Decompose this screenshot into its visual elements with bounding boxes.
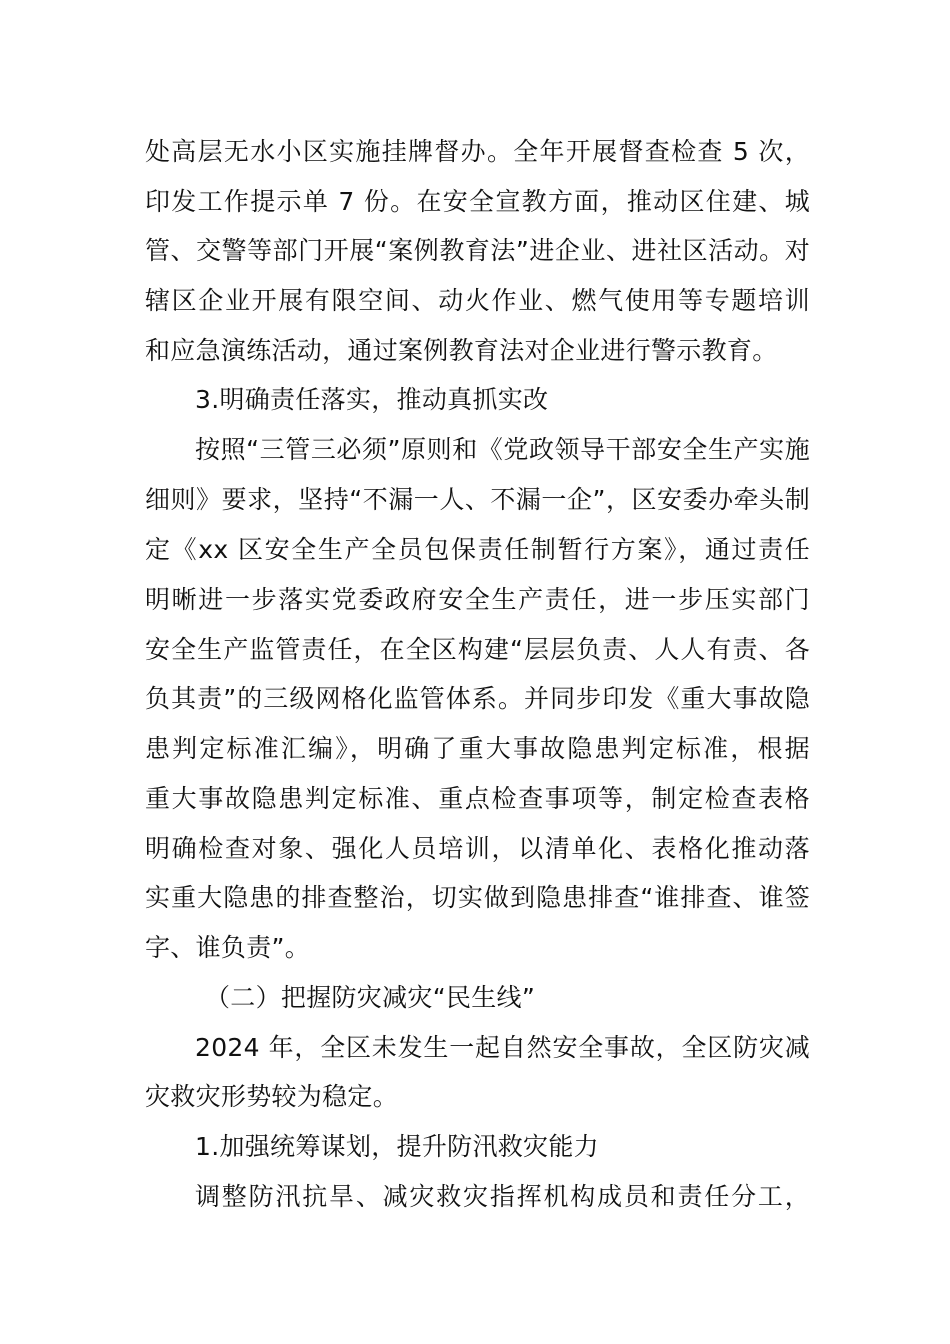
paragraph-line: 印发工作提示单 7 份。在安全宣教方面，推动区住建、城 xyxy=(145,187,810,216)
paragraph-line: 明晰进一步落实党委政府安全生产责任，进一步压实部门 xyxy=(145,585,810,614)
section-heading: 3.明确责任落实，推动真抓实改 xyxy=(195,385,549,414)
paragraph-line: 明确检查对象、强化人员培训，以清单化、表格化推动落 xyxy=(145,834,810,863)
paragraph-line: 灾救灾形势较为稳定。 xyxy=(145,1082,399,1111)
paragraph-line: 2024 年，全区未发生一起自然安全事故，全区防灾减 xyxy=(195,1033,810,1062)
paragraph-line: 辖区企业开展有限空间、动火作业、燃气使用等专题培训 xyxy=(145,286,810,315)
paragraph-line: 负其责”的三级网格化监管体系。并同步印发《重大事故隐 xyxy=(145,684,810,713)
paragraph-line: 重大事故隐患判定标准、重点检查事项等，制定检查表格 xyxy=(145,784,810,813)
paragraph-line: 患判定标准汇编》，明确了重大事故隐患判定标准，根据 xyxy=(145,734,810,763)
section-heading: 1.加强统筹谋划，提升防汛救灾能力 xyxy=(195,1132,599,1161)
section-heading: （二）把握防灾减灾“民生线” xyxy=(205,983,536,1012)
paragraph-line: 安全生产监管责任，在全区构建“层层负责、人人有责、各 xyxy=(145,635,810,664)
paragraph-line: 字、谁负责”。 xyxy=(145,933,311,962)
paragraph-line: 调整防汛抗旱、减灾救灾指挥机构成员和责任分工， xyxy=(195,1182,810,1211)
paragraph-line: 实重大隐患的排查整治，切实做到隐患排查“谁排查、谁签 xyxy=(145,883,810,912)
paragraph-line: 和应急演练活动，通过案例教育法对企业进行警示教育。 xyxy=(145,336,778,365)
paragraph-line: 处高层无水小区实施挂牌督办。全年开展督查检查 5 次， xyxy=(145,137,810,166)
paragraph-line: 细则》要求，坚持“不漏一人、不漏一企”，区安委办牵头制 xyxy=(145,485,810,514)
paragraph-line: 按照“三管三必须”原则和《党政领导干部安全生产实施 xyxy=(195,435,810,464)
paragraph-line: 管、交警等部门开展“案例教育法”进企业、进社区活动。对 xyxy=(145,236,810,265)
paragraph-line: 定《xx 区安全生产全员包保责任制暂行方案》，通过责任 xyxy=(145,535,810,564)
